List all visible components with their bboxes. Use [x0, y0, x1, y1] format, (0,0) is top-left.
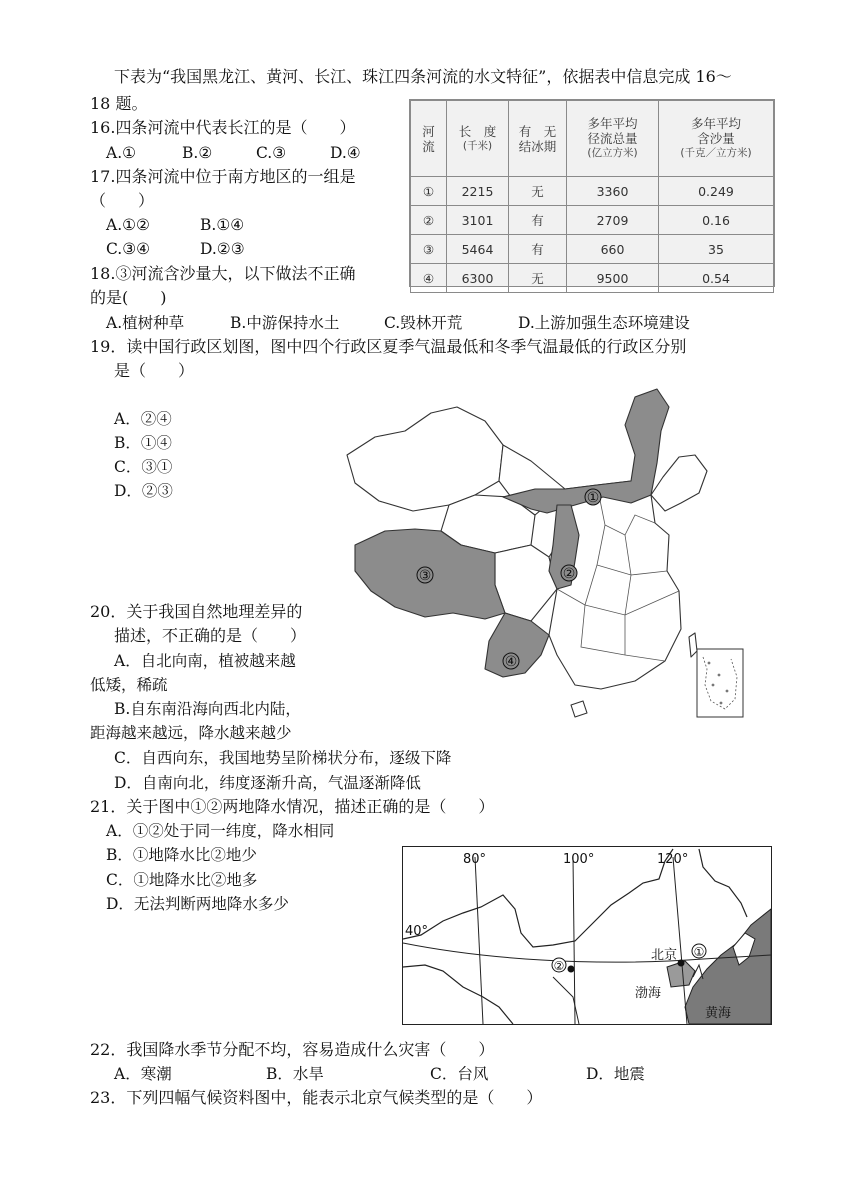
table-header-river-main: 河: [422, 123, 435, 139]
table-cell: 2215: [447, 177, 509, 206]
table-header-ice-sub: 结冰期: [518, 138, 557, 154]
table-cell: 有: [509, 235, 567, 264]
q17-stem-2: （ ）: [90, 191, 155, 210]
q20-option-b-line1[interactable]: B.自东南沿海向西北内陆，: [114, 700, 301, 718]
q20-stem: 20．关于我国自然地理差异的: [90, 602, 303, 621]
table-row: [411, 235, 774, 264]
q20-option-c[interactable]: C．自西向东，我国地势呈阶梯状分布，逐级下降: [114, 749, 452, 767]
huanghai-label: 黄海: [705, 1006, 732, 1021]
intro-line-1: 下表为“我国黑龙江、黄河、长江、珠江四条河流的水文特征”，依据表中信息完成 16～: [114, 67, 732, 86]
table-header-sediment-sub: (千克／立方米): [680, 147, 752, 159]
precipitation-map: [402, 846, 772, 1025]
table-row: [411, 206, 774, 235]
table-cell: 660: [567, 235, 659, 264]
q21-option-c[interactable]: C．①地降水比②地多: [106, 871, 258, 889]
q17-option-b[interactable]: B.①④: [200, 216, 245, 234]
table-cell: 有: [509, 206, 567, 235]
q19-stem-2: 是（ ）: [114, 361, 195, 380]
table-header-runoff: [567, 101, 659, 177]
q22-option-c[interactable]: C．台风: [430, 1065, 489, 1083]
hydrology-table: [409, 99, 775, 287]
q19-stem: 19．读中国行政区划图，图中四个行政区夏季气温最低和冬季气温最低的行政区分别: [90, 337, 687, 356]
intro-line-2: 18 题。: [90, 94, 148, 113]
table-cell: ②: [411, 206, 447, 235]
table-cell: ③: [411, 235, 447, 264]
q20-option-d[interactable]: D．自南向北，纬度逐渐升高，气温逐渐降低: [114, 774, 421, 792]
table-header-length-sub: (千米): [462, 139, 493, 152]
q22-option-d[interactable]: D．地震: [586, 1065, 645, 1083]
point-label-1: ①: [693, 945, 705, 959]
q19-option-d[interactable]: D．②③: [114, 482, 173, 500]
table-header-river-sub: 流: [422, 138, 435, 154]
point-label-2: ②: [553, 959, 565, 973]
china-admin-map: [335, 385, 775, 725]
q21-option-b[interactable]: B．①地降水比②地少: [106, 846, 257, 864]
q18-stem: 18.③河流含沙量大，以下做法不正确: [90, 264, 356, 283]
q18-option-b[interactable]: B.中游保持水土: [230, 314, 340, 332]
map-label-4: ④: [504, 654, 518, 670]
table-cell: 0.16: [659, 206, 774, 235]
map-label-2: ②: [562, 566, 576, 582]
table-header-runoff-main: 多年平均 径流总量: [587, 116, 638, 146]
table-header-sediment: [659, 101, 774, 177]
table-row: [411, 177, 774, 206]
table-cell: 5464: [447, 235, 509, 264]
q23-stem: 23．下列四幅气候资料图中，能表示北京气候类型的是（ ）: [90, 1088, 543, 1107]
lon-label-80: 80°: [463, 852, 487, 867]
q22-stem: 22．我国降水季节分配不均，容易造成什么灾害（ ）: [90, 1040, 495, 1059]
table-cell: 0.54: [659, 264, 774, 293]
map-label-1: ①: [586, 490, 600, 506]
q17-stem: 17.四条河流中位于南方地区的一组是: [90, 167, 356, 186]
map-region: [651, 455, 707, 511]
table-cell: 3101: [447, 206, 509, 235]
table-cell: 9500: [567, 264, 659, 293]
q21-stem: 21．关于图中①②两地降水情况，描述正确的是（ ）: [90, 797, 495, 816]
table-header-sediment-main: 多年平均 含沙量: [690, 116, 741, 146]
lon-label-100: 100°: [563, 852, 595, 867]
table-cell: 2709: [567, 206, 659, 235]
map-region: [571, 701, 587, 717]
table-cell: ①: [411, 177, 447, 206]
q18-option-c[interactable]: C.毁林开荒: [384, 314, 463, 332]
table-cell: ④: [411, 264, 447, 293]
q17-option-c[interactable]: C.③④: [106, 240, 151, 258]
table-cell: 无: [509, 177, 567, 206]
map-region: [689, 633, 697, 657]
lat-label-40: 40°: [405, 924, 429, 939]
q17-option-d[interactable]: D.②③: [200, 240, 245, 258]
table-header-length: [447, 101, 509, 177]
q16-option-d[interactable]: D.④: [330, 144, 361, 162]
q22-option-b[interactable]: B．水旱: [266, 1065, 324, 1083]
table-row: [411, 264, 774, 293]
q18-stem-2: 的是( ): [90, 288, 167, 307]
beijing-label: 北京: [651, 948, 678, 963]
q19-option-b[interactable]: B．①④: [114, 434, 172, 452]
table-cell: 3360: [567, 177, 659, 206]
q16-option-c[interactable]: C.③: [256, 144, 287, 162]
table-header-ice: [509, 101, 567, 177]
q20-option-a-line1[interactable]: A．自北向南，植被越来越: [114, 652, 296, 670]
bohai-label: 渤海: [635, 986, 662, 1001]
q18-option-d[interactable]: D.上游加强生态环境建设: [518, 314, 690, 332]
table-header-row: [411, 101, 774, 177]
q19-option-c[interactable]: C．③①: [114, 458, 173, 476]
q16-option-a[interactable]: A.①: [106, 144, 137, 162]
q21-option-d[interactable]: D．无法判断两地降水多少: [106, 895, 289, 913]
q20-option-b-line2[interactable]: 距海越来越远，降水越来越少: [90, 724, 292, 742]
table-cell: 6300: [447, 264, 509, 293]
q16-option-b[interactable]: B.②: [182, 144, 213, 162]
south-china-sea-inset: [697, 649, 743, 717]
q21-option-a[interactable]: A．①②处于同一纬度，降水相同: [106, 822, 335, 840]
q20-stem-2: 描述，不正确的是（ ）: [114, 626, 307, 645]
q22-option-a[interactable]: A．寒潮: [114, 1065, 172, 1083]
q19-option-a[interactable]: A．②④: [114, 410, 172, 428]
table-header-runoff-sub: (亿立方米): [587, 147, 638, 159]
q20-option-a-line2[interactable]: 低矮，稀疏: [90, 676, 168, 694]
map-label-3: ③: [418, 568, 432, 584]
table-cell: 无: [509, 264, 567, 293]
q16-stem: 16.四条河流中代表长江的是（ ）: [90, 118, 356, 137]
q17-option-a[interactable]: A.①②: [106, 216, 150, 234]
table-header-river: [411, 101, 447, 177]
table-cell: 35: [659, 235, 774, 264]
table-cell: 0.249: [659, 177, 774, 206]
table-header-ice-main: 有 无: [518, 123, 557, 139]
table-header-length-main: 长 度: [458, 123, 497, 139]
lon-label-120: 120°: [657, 852, 689, 867]
q18-option-a[interactable]: A.植树种草: [106, 314, 185, 332]
